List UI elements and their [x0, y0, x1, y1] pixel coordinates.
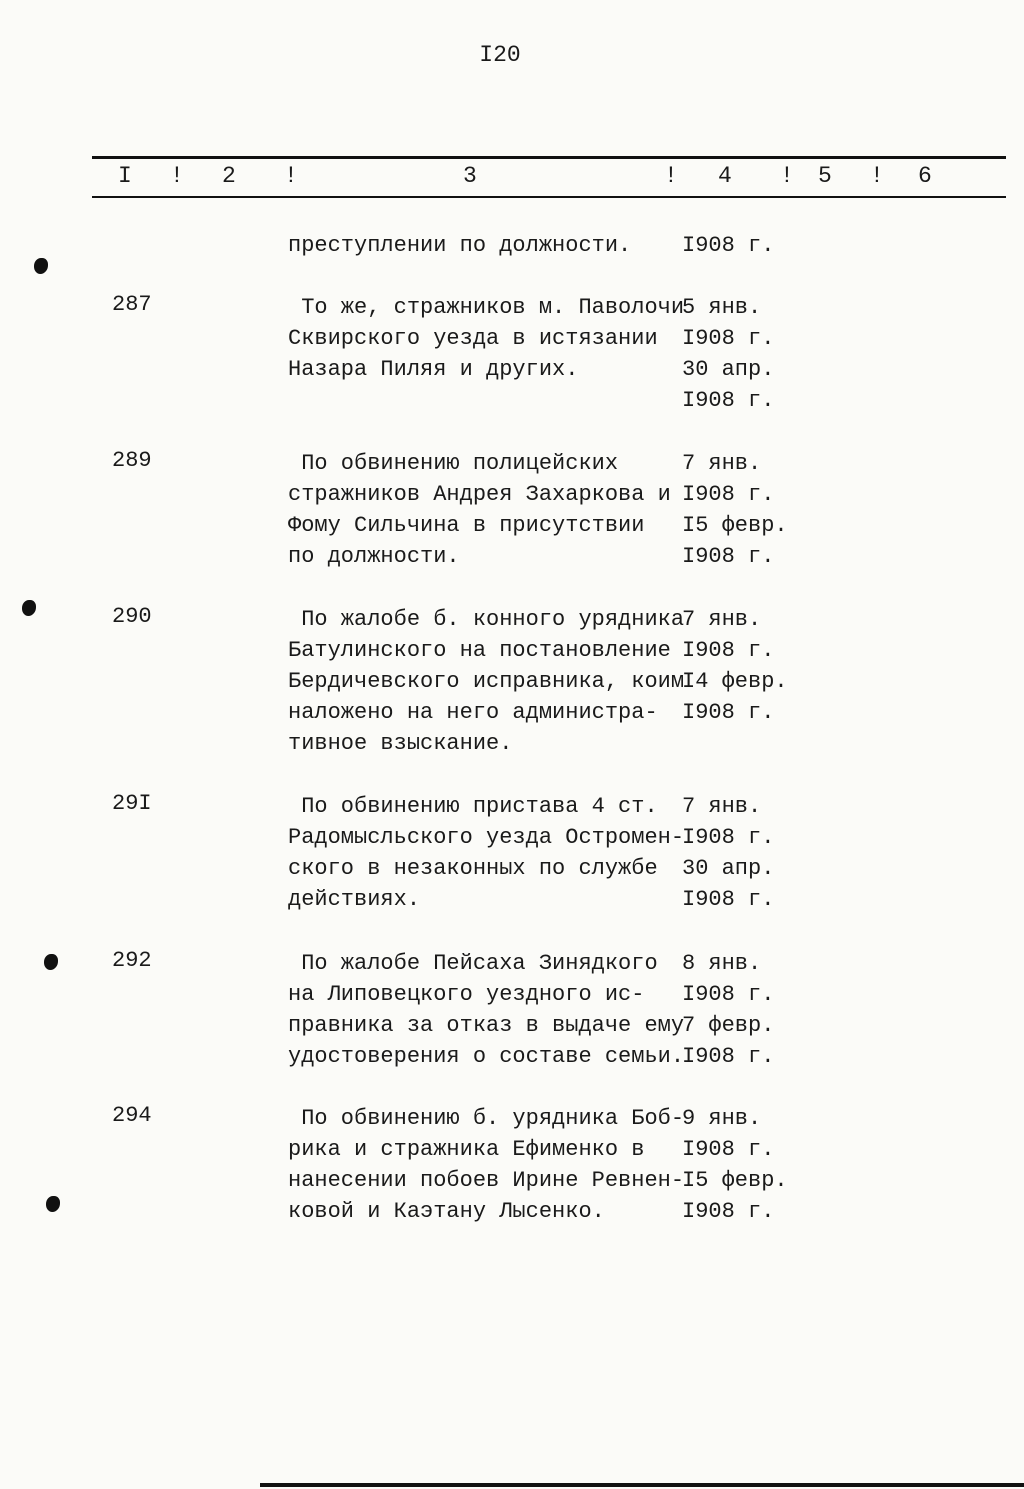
record-description — [288, 292, 684, 385]
record-dates — [682, 1103, 788, 1227]
date-line: 7 янв. — [682, 607, 762, 632]
header-col-4: 4 — [718, 163, 732, 189]
description-line: Бердичевского исправника, коим — [288, 669, 685, 694]
record-description — [288, 448, 671, 572]
header-col-6: 6 — [918, 163, 932, 189]
date-line: I908 г. — [682, 233, 775, 258]
table-header-rule — [92, 196, 1006, 198]
page-bottom-rule — [260, 1483, 1024, 1487]
table-header — [0, 163, 1024, 191]
record-dates — [682, 230, 774, 261]
description-line: стражников Андрея Захаркова и — [288, 482, 671, 507]
description-line: наложено на него администра- — [288, 700, 658, 725]
record-number: 287 — [112, 292, 152, 317]
description-line: Батулинского на постановление — [288, 638, 671, 663]
record-number: 29I — [112, 791, 152, 816]
date-line: I908 г. — [682, 388, 775, 413]
record-dates — [682, 292, 774, 416]
record-number: 289 — [112, 448, 152, 473]
description-line: преступлении по должности. — [288, 233, 632, 258]
date-line: I908 г. — [682, 825, 775, 850]
description-line: рика и стражника Ефименко в — [288, 1137, 645, 1162]
header-separator: ! — [664, 163, 678, 189]
date-line: I908 г. — [682, 1137, 775, 1162]
date-line: I908 г. — [682, 1199, 775, 1224]
date-line: I908 г. — [682, 544, 775, 569]
record-dates — [682, 791, 774, 915]
description-line: То же, стражников м. Паволочи — [288, 295, 685, 320]
description-line: на Липовецкого уездного ис- — [288, 982, 645, 1007]
description-line: нанесении побоев Ирине Ревнен- — [288, 1168, 685, 1193]
date-line: I4 февр. — [682, 669, 788, 694]
record-number: 292 — [112, 948, 152, 973]
punch-hole — [46, 1196, 60, 1212]
record-description — [288, 230, 631, 261]
date-line: I908 г. — [682, 982, 775, 1007]
punch-hole — [34, 258, 48, 274]
description-line: ковой и Каэтану Лысенко. — [288, 1199, 605, 1224]
header-separator: ! — [780, 163, 794, 189]
description-line: Фому Сильчина в присутствии — [288, 513, 645, 538]
date-line: 7 янв. — [682, 451, 762, 476]
header-col-2: 2 — [222, 163, 236, 189]
record-number: 290 — [112, 604, 152, 629]
date-line: I908 г. — [682, 700, 775, 725]
date-line: 8 янв. — [682, 951, 762, 976]
description-line: действиях. — [288, 887, 421, 912]
description-line: По жалобе Пейсаха Зинядкого — [288, 951, 658, 976]
header-separator: ! — [284, 163, 298, 189]
description-line: по должности. — [288, 544, 460, 569]
description-line: По обвинению полицейских — [288, 451, 619, 476]
date-line: 9 янв. — [682, 1106, 762, 1131]
table-top-rule — [92, 156, 1006, 159]
punch-hole — [44, 954, 58, 970]
description-line: Сквирского уезда в истязании — [288, 326, 658, 351]
description-line: правника за отказ в выдаче ему — [288, 1013, 685, 1038]
description-line: Назара Пиляя и других. — [288, 357, 579, 382]
description-line: ского в незаконных по службе — [288, 856, 658, 881]
record-description — [288, 948, 684, 1072]
date-line: I908 г. — [682, 1044, 775, 1069]
record-dates — [682, 448, 788, 572]
record-description — [288, 1103, 684, 1227]
record-description — [288, 604, 684, 759]
punch-hole — [22, 600, 36, 616]
header-separator: ! — [170, 163, 184, 189]
description-line: тивное взыскание. — [288, 731, 513, 756]
date-line: 7 янв. — [682, 794, 762, 819]
record-number: 294 — [112, 1103, 152, 1128]
header-col-3: 3 — [463, 163, 477, 189]
record-description — [288, 791, 684, 915]
record-dates — [682, 604, 788, 728]
description-line: Радомысльского уезда Остромен- — [288, 825, 685, 850]
record-dates — [682, 948, 774, 1072]
date-line: I908 г. — [682, 326, 775, 351]
date-line: I5 февр. — [682, 1168, 788, 1193]
date-line: 5 янв. — [682, 295, 762, 320]
date-line: I908 г. — [682, 638, 775, 663]
description-line: По обвинению пристава 4 ст. — [288, 794, 658, 819]
header-separator: ! — [870, 163, 884, 189]
date-line: 30 апр. — [682, 856, 775, 881]
page-number: I20 — [479, 42, 521, 68]
date-line: 30 апр. — [682, 357, 775, 382]
description-line: По жалобе б. конного урядника — [288, 607, 685, 632]
description-line: По обвинению б. урядника Боб- — [288, 1106, 685, 1131]
date-line: I908 г. — [682, 887, 775, 912]
description-line: удостоверения о составе семьи. — [288, 1044, 685, 1069]
header-col-1: I — [118, 163, 132, 189]
date-line: I908 г. — [682, 482, 775, 507]
header-col-5: 5 — [818, 163, 832, 189]
date-line: 7 февр. — [682, 1013, 775, 1038]
date-line: I5 февр. — [682, 513, 788, 538]
